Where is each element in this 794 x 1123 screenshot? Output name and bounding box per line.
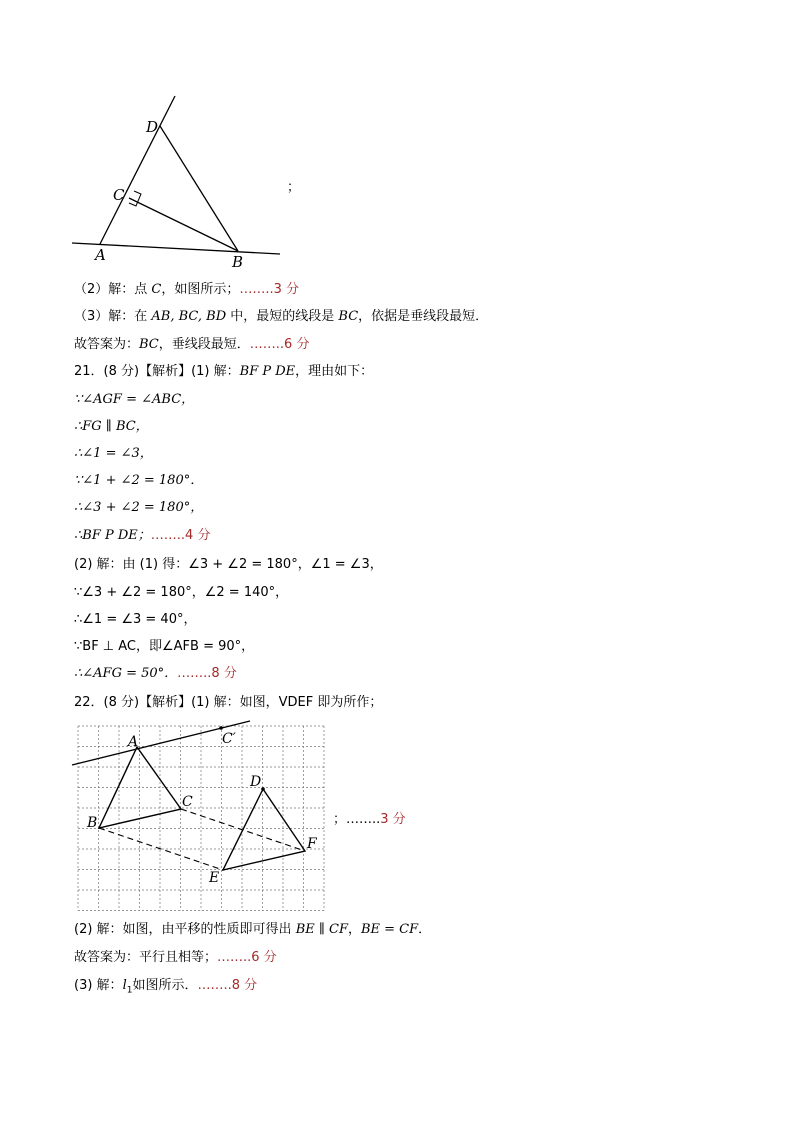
p22-part3: (3) 解：$l_1$如图所示．……..8 分 — [74, 978, 258, 996]
score-6-p22: ……..6 分 — [217, 950, 277, 965]
label-c: C — [113, 186, 125, 204]
score-6: ……..6 分 — [249, 337, 310, 352]
p21-step1: ∵∠AGF = ∠ABC， — [74, 392, 195, 407]
p21-conclusion: ∴BF P DE；……..4 分 — [74, 528, 211, 543]
label-b: B — [87, 815, 98, 831]
score-8: ……..8 分 — [177, 666, 237, 681]
p20-answer: 故答案为：BC，垂线段最短．……..6 分 — [74, 337, 310, 352]
line-ad — [100, 96, 175, 244]
score-3-grid: 3 分 — [380, 812, 406, 827]
p21-step3: ∴∠1 = ∠3， — [74, 446, 153, 461]
p21-part2-line1: (2) 解：由 (1) 得：∠3 + ∠2 = 180°，∠1 = ∠3， — [74, 557, 383, 572]
figure-score-note: ；……..3 分 — [333, 812, 406, 827]
p21-step5: ∴∠3 + ∠2 = 180°， — [74, 500, 204, 515]
figure-semicolon: ； — [287, 180, 301, 195]
p21-heading: 21．(8 分)【解析】(1) 解：BF P DE，理由如下： — [74, 364, 374, 379]
label-c-prime: C′ — [222, 731, 236, 747]
p21-step2: ∴FG ∥ BC， — [74, 419, 149, 434]
label-d: D — [146, 118, 159, 136]
p22-part2: (2) 解：如图，由平移的性质即可得出 BE ∥ CF，BE = CF． — [74, 922, 432, 937]
p21-final: ∴∠AFG = 50°．……..8 分 — [74, 666, 237, 681]
grid-lines — [78, 726, 324, 911]
score-8-p22: ……..8 分 — [197, 978, 258, 993]
label-d: D — [250, 774, 262, 790]
triangle-def — [223, 789, 305, 870]
score-4: ……..4 分 — [150, 528, 211, 543]
figure-grid-translation — [70, 718, 335, 916]
p20-part2: （2）解：点 C，如图所示；……..3 分 — [74, 282, 300, 297]
p22-answer: 故答案为：平行且相等；……..6 分 — [74, 950, 277, 965]
p21-part2-line3: ∴∠1 = ∠3 = 40°， — [74, 612, 197, 627]
label-a: A — [128, 734, 139, 750]
p21-part2-line2: ∵∠3 + ∠2 = 180°，∠2 = 140°， — [74, 585, 289, 600]
point-c-prime — [219, 726, 223, 730]
label-f: F — [307, 836, 317, 852]
label-a: A — [95, 246, 106, 264]
p21-step4: ∵∠1 + ∠2 = 180°． — [74, 473, 204, 488]
label-b: B — [232, 253, 244, 271]
point-d — [261, 787, 265, 791]
score-3: ……..3 分 — [239, 282, 300, 297]
figure-perpendicular-diagram — [60, 88, 320, 278]
dashed-cf — [181, 809, 305, 851]
dashed-be — [99, 828, 223, 870]
label-c: C — [182, 794, 193, 810]
p20-part3: （3）解：在 AB, BC, BD 中，最短的线段是 BC，依据是垂线段最短． — [74, 309, 489, 324]
label-e: E — [209, 870, 220, 886]
p21-part2-line4: ∵BF ⊥ AC，即∠AFB = 90°， — [74, 639, 255, 654]
p22-heading: 22．(8 分)【解析】(1) 解：如图，VDEF 即为所作； — [74, 695, 383, 710]
